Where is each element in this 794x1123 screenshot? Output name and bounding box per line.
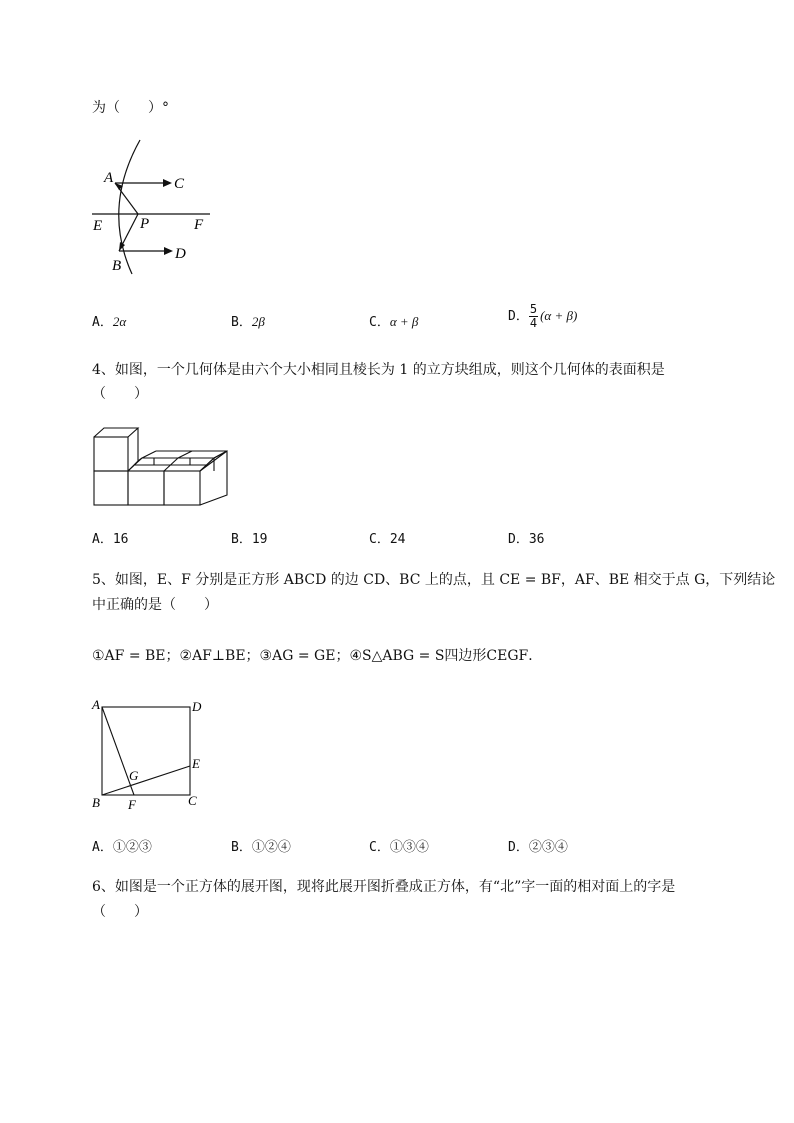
q5-option-c[interactable]: C．①③④ (369, 840, 429, 855)
q5-label-c: C (188, 793, 197, 808)
q3-label-e: E (93, 218, 103, 234)
q5-conclusions: ①AF = BE；②AF⊥BE；③AG = GE；④S△ABG = S四边形CEGF． (92, 648, 543, 664)
q5-label-g: G (129, 768, 139, 783)
q3-label-a: A (104, 170, 114, 186)
q3-question-tail: 为（ ）° (92, 100, 169, 116)
q5-label-f: F (128, 797, 136, 812)
q4-option-a[interactable]: A．16 (92, 532, 129, 547)
q5-label-d: D (192, 699, 202, 714)
q3-label-c: C (174, 176, 185, 192)
q5-square-figure (88, 695, 218, 813)
q5-label-a: A (92, 697, 100, 712)
q4-question-line2: （ ） (92, 386, 148, 402)
q6-question-line2: （ ） (92, 904, 148, 920)
q5-label-e: E (192, 756, 200, 771)
q5-option-b[interactable]: B．①②④ (231, 840, 291, 855)
q5-option-d[interactable]: D．②③④ (508, 840, 568, 855)
q3-option-d[interactable]: D． $\frac{5}{4}$ (α + β) (508, 302, 578, 330)
q3-option-d-fraction: $\frac{5}{4}$ (529, 302, 538, 330)
q3-label-f: F (194, 217, 204, 233)
q6-question-line1: 6、如图是一个正方体的展开图，现将此展开图折叠成正方体，有“北”字一面的相对面上的字是 (92, 879, 676, 895)
q5-question-line1: 5、如图，E、F 分别是正方形 ABCD 的边 CD、BC 上的点，且 CE = BF，AF、BE 相交于点 G，下列结论 (92, 572, 776, 588)
q5-option-a[interactable]: A．①②③ (92, 840, 152, 855)
q3-reflection-figure (88, 138, 218, 278)
q4-question-line1: 4、如图，一个几何体是由六个大小相同且棱长为 1 的立方块组成，则这个几何体的表面积是 (92, 362, 665, 378)
q4-option-c[interactable]: C．24 (369, 532, 406, 547)
q3-option-a[interactable]: A．2α (92, 314, 127, 330)
q3-label-d: D (175, 246, 186, 262)
q3-option-b[interactable]: B．2β (231, 314, 265, 330)
q5-label-b: B (92, 795, 100, 810)
q5-question-line2: 中正确的是（ ） (92, 597, 218, 613)
q4-cubes-figure (90, 425, 230, 509)
q4-option-d[interactable]: D．36 (508, 532, 545, 547)
q3-label-p: P (140, 216, 150, 232)
q4-option-b[interactable]: B．19 (231, 532, 268, 547)
q3-option-c[interactable]: C．α + β (369, 314, 419, 330)
q3-label-b: B (112, 258, 122, 274)
